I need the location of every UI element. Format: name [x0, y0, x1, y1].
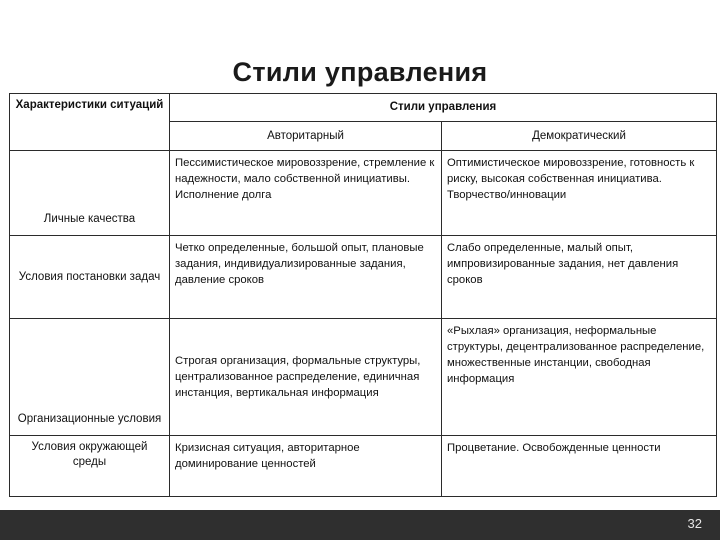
- table-row: [10, 319, 717, 436]
- cell-authoritarian: Строгая организация, формальные структуры, централизованное распределение, единичная инстанция, вертикальная информация: [170, 319, 442, 436]
- header-row: [10, 94, 717, 122]
- table-row: [10, 436, 717, 497]
- footer-bar: [0, 510, 720, 540]
- page-number: 32: [687, 516, 702, 531]
- header-democratic: Демократический: [442, 122, 717, 151]
- page-title: Стили управления: [232, 57, 488, 87]
- cell-authoritarian: Кризисная ситуация, авторитарное доминирование ценностей: [170, 436, 442, 497]
- cell-democratic: Процветание. Освобожденные ценности: [442, 436, 717, 497]
- table-row: [10, 151, 717, 236]
- row-label: Условия постановки задач: [10, 236, 170, 319]
- table-row: [10, 236, 717, 319]
- row-label: Условия окружающей среды: [10, 436, 170, 497]
- header-characteristics: Характеристики ситуаций: [10, 94, 170, 151]
- row-label: Организационные условия: [10, 319, 170, 436]
- cell-democratic: Слабо определенные, малый опыт, импровизированные задания, нет давления сроков: [442, 236, 717, 319]
- row-label: Личные качества: [10, 151, 170, 236]
- cell-democratic: Оптимистическое мировоззрение, готовность к риску, высокая собственная инициатива. Творчество/инновации: [442, 151, 717, 236]
- cell-democratic: «Рыхлая» организация, неформальные структуры, децентрализованное распределение, множественные инстанции, свободная информация: [442, 319, 717, 436]
- cell-authoritarian: Четко определенные, большой опыт, плановые задания, индивидуализированные задания, давление сроков: [170, 236, 442, 319]
- header-authoritarian: Авторитарный: [170, 122, 442, 151]
- management-styles-table: [9, 93, 717, 497]
- cell-authoritarian: Пессимистическое мировоззрение, стремление к надежности, мало собственной инициативы. Исполнение долга: [170, 151, 442, 236]
- header-styles: Стили управления: [170, 94, 717, 122]
